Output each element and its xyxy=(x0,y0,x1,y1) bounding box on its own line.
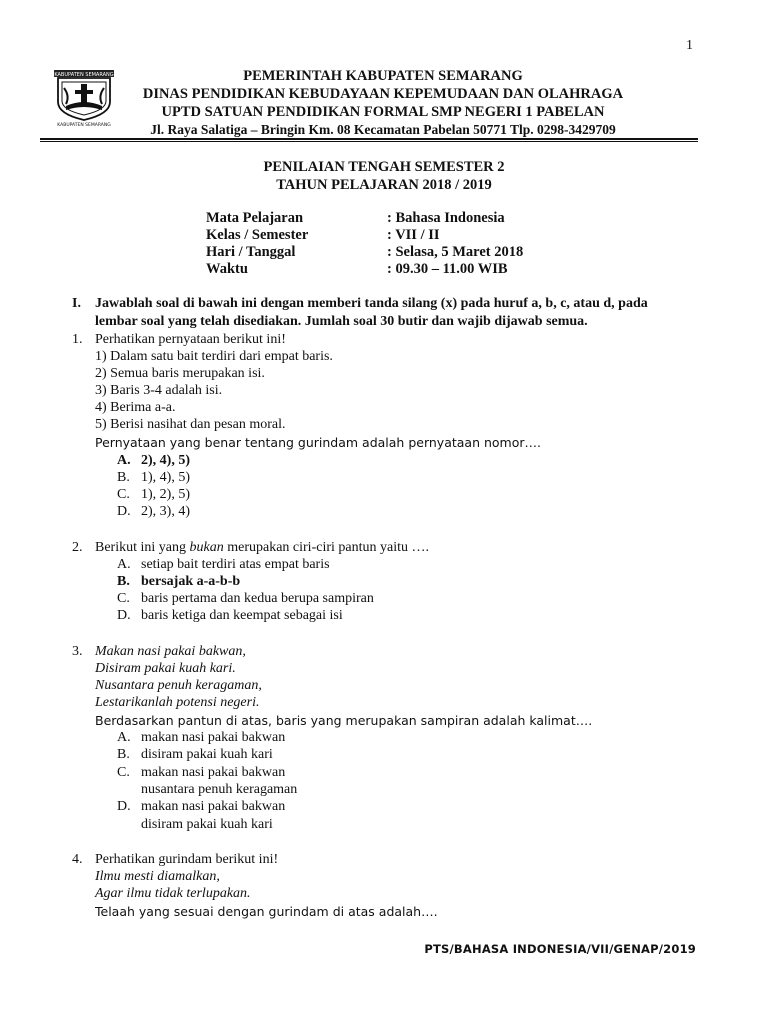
q1-option-text: 1), 4), 5) xyxy=(141,470,190,485)
q1-intro: Perhatikan pernyataan berikut ini! xyxy=(95,332,286,347)
header-line-2: DINAS PENDIDIKAN KEBUDAYAAN KEPEMUDAAN DAN OLAHRAGA xyxy=(142,86,624,102)
q3-number: 3. xyxy=(72,644,83,659)
q3-option-continuation: disiram pakai kuah kari xyxy=(141,817,273,832)
meta-label-time: Waktu xyxy=(206,261,248,277)
q1-option-letter: C. xyxy=(117,487,130,502)
q1-option-letter: A. xyxy=(117,453,131,468)
exam-title: PENILAIAN TENGAH SEMESTER 2 xyxy=(263,159,505,175)
q4-intro: Perhatikan gurindam berikut ini! xyxy=(95,852,279,867)
q3-pantun-line: Makan nasi pakai bakwan, xyxy=(95,644,246,659)
q3-option-letter: A. xyxy=(117,730,131,745)
q1-option-text: 1), 2), 5) xyxy=(141,487,190,502)
q1-statement: 4) Berima a-a. xyxy=(95,400,176,415)
q1-statement: 5) Berisi nasihat dan pesan moral. xyxy=(95,417,286,432)
q4-gurindam-line: Agar ilmu tidak terlupakan. xyxy=(95,886,251,901)
q2-option-letter: D. xyxy=(117,608,131,623)
q1-statement: 2) Semua baris merupakan isi. xyxy=(95,366,265,381)
meta-value-subject: : Bahasa Indonesia xyxy=(387,210,505,226)
q2-option-letter: A. xyxy=(117,557,131,572)
instruction-line-2: lembar soal yang telah disediakan. Jumlah soal 30 butir dan wajib dijawab semua. xyxy=(95,314,588,329)
q3-option-continuation: nusantara penuh keragaman xyxy=(141,782,298,797)
logo-bottom-text: KABUPATEN SEMARANG xyxy=(57,123,111,128)
q2-number: 2. xyxy=(72,540,83,555)
q2-option-letter: C. xyxy=(117,591,130,606)
q3-pantun-line: Nusantara penuh keragaman, xyxy=(95,678,262,693)
q1-statement: 1) Dalam satu bait terdiri dari empat baris. xyxy=(95,349,333,364)
logo-top-text: KABUPATEN SEMARANG xyxy=(54,72,114,78)
meta-value-time: : 09.30 – 11.00 WIB xyxy=(387,261,508,277)
q1-option-letter: B. xyxy=(117,470,130,485)
meta-label-date: Hari / Tanggal xyxy=(206,244,296,260)
exam-year: TAHUN PELAJARAN 2018 / 2019 xyxy=(276,177,492,193)
q3-option-text: makan nasi pakai bakwan xyxy=(141,765,286,780)
q3-pantun-line: Lestarikanlah potensi negeri. xyxy=(95,695,260,710)
q1-question: Pernyataan yang benar tentang gurindam adalah pernyataan nomor…. xyxy=(95,435,541,450)
q1-number: 1. xyxy=(72,332,83,347)
instruction-number: I. xyxy=(72,296,81,311)
q2-option-text: bersajak a-a-b-b xyxy=(141,574,241,589)
q2-question: Berikut ini yang bukan merupakan ciri-ciri pantun yaitu …. xyxy=(95,540,429,555)
meta-value-date: : Selasa, 5 Maret 2018 xyxy=(387,244,524,260)
q3-option-letter: B. xyxy=(117,747,130,762)
q1-option-letter: D. xyxy=(117,504,131,519)
header-rule-thin xyxy=(40,141,698,142)
header-rule-thick xyxy=(40,138,698,140)
q3-pantun-line: Disiram pakai kuah kari. xyxy=(95,661,236,676)
page-footer: PTS/BAHASA INDONESIA/VII/GENAP/2019 xyxy=(424,942,696,956)
q2-option-text: baris pertama dan kedua berupa sampiran xyxy=(141,591,374,606)
q3-option-letter: D. xyxy=(117,799,131,814)
header-line-1: PEMERINTAH KABUPATEN SEMARANG xyxy=(243,68,523,84)
meta-label-class: Kelas / Semester xyxy=(206,227,309,243)
q1-option-text: 2), 3), 4) xyxy=(141,504,190,519)
q3-option-text: disiram pakai kuah kari xyxy=(141,747,273,762)
q4-gurindam-line: Ilmu mesti diamalkan, xyxy=(95,869,220,884)
q4-number: 4. xyxy=(72,852,83,867)
instruction-line-1: Jawablah soal di bawah ini dengan memberi tanda silang (x) pada huruf a, b, c, atau d, pada xyxy=(95,296,648,311)
header-address: Jl. Raya Salatiga – Bringin Km. 08 Kecamatan Pabelan 50771 Tlp. 0298-3429709 xyxy=(150,122,616,137)
q1-statement: 3) Baris 3-4 adalah isi. xyxy=(95,383,223,398)
q3-option-letter: C. xyxy=(117,765,130,780)
q3-option-text: makan nasi pakai bakwan xyxy=(141,730,286,745)
q4-question: Telaah yang sesuai dengan gurindam di atas adalah…. xyxy=(95,904,438,919)
q1-option-text: 2), 4), 5) xyxy=(141,453,190,468)
q2-option-letter: B. xyxy=(117,574,130,589)
q2-option-text: baris ketiga dan keempat sebagai isi xyxy=(141,608,343,623)
q3-question: Berdasarkan pantun di atas, baris yang merupakan sampiran adalah kalimat…. xyxy=(95,713,593,728)
q2-option-text: setiap bait terdiri atas empat baris xyxy=(141,557,330,572)
q3-option-text: makan nasi pakai bakwan xyxy=(141,799,286,814)
meta-label-subject: Mata Pelajaran xyxy=(206,210,304,226)
page-number: 1 xyxy=(686,38,693,53)
header-line-3: UPTD SATUAN PENDIDIKAN FORMAL SMP NEGERI 1 PABELAN xyxy=(161,104,605,120)
meta-value-class: : VII / II xyxy=(387,227,440,243)
